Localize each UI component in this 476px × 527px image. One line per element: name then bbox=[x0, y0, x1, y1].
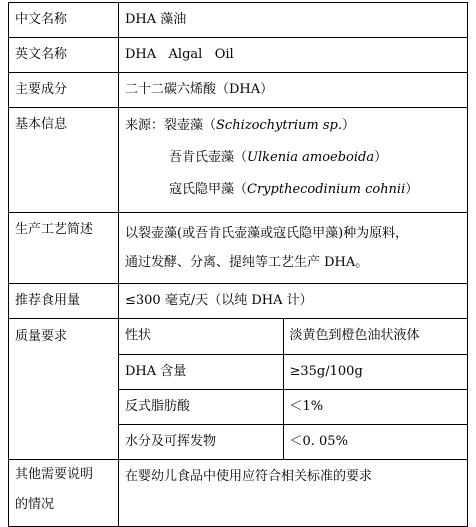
source-2-prefix: 吾肯氏壶藻（ bbox=[169, 150, 248, 165]
table-row-other bbox=[9, 460, 468, 527]
table-row-en-name bbox=[9, 38, 468, 73]
quality-label: 质量要求 bbox=[9, 319, 119, 460]
quality-table bbox=[119, 319, 467, 459]
table-row-main-component bbox=[9, 73, 468, 108]
source-3-prefix: 寇氏隐甲藻（ bbox=[169, 182, 248, 197]
other-label-line-1: 其他需要说明 bbox=[15, 467, 94, 482]
cn-name-label: 中文名称 bbox=[9, 3, 119, 38]
quality-item-value: ＜1% bbox=[283, 389, 467, 424]
source-1-latin: Schizochytrium sp. bbox=[216, 118, 342, 133]
quality-row bbox=[119, 424, 467, 459]
source-1-prefix: 来源：裂壶藻（ bbox=[125, 118, 217, 133]
source-1-suffix: ） bbox=[341, 118, 355, 133]
quality-item-value: 淡黄色到橙色油状液体 bbox=[283, 319, 467, 354]
quality-item-name: 性状 bbox=[119, 319, 283, 354]
basic-info-value bbox=[119, 108, 468, 213]
quality-item-name: 水分及可挥发物 bbox=[119, 424, 283, 459]
cn-name-value: DHA 藻油 bbox=[119, 3, 468, 38]
quality-item-value: ≥35g/100g bbox=[283, 354, 467, 389]
spec-table bbox=[8, 2, 468, 527]
basic-info-label: 基本信息 bbox=[9, 108, 119, 213]
source-line-1 bbox=[125, 110, 461, 142]
source-line-2 bbox=[125, 142, 461, 174]
quality-item-name: DHA 含量 bbox=[119, 354, 283, 389]
process-label: 生产工艺简述 bbox=[9, 213, 119, 284]
dose-value: ≤300 毫克/天（以纯 DHA 计） bbox=[119, 284, 468, 319]
main-component-value: 二十二碳六烯酸（DHA） bbox=[119, 73, 468, 108]
other-label-line-2: 的情况 bbox=[15, 497, 55, 512]
source-3-latin: Crypthecodinium cohnii bbox=[247, 182, 406, 197]
quality-row bbox=[119, 389, 467, 424]
process-line-2: 通过发酵、分离、提纯等工艺生产 DHA。 bbox=[125, 255, 369, 270]
other-label bbox=[9, 460, 119, 527]
source-2-suffix: ） bbox=[374, 150, 388, 165]
quality-item-value: ＜0. 05% bbox=[289, 433, 348, 449]
table-row-process bbox=[9, 213, 468, 284]
table-row-dose bbox=[9, 284, 468, 319]
table-row-basic-info bbox=[9, 108, 468, 213]
quality-row bbox=[119, 354, 467, 389]
process-value bbox=[119, 213, 468, 284]
quality-item-name: 反式脂肪酸 bbox=[119, 389, 283, 424]
quality-row bbox=[119, 319, 467, 354]
table-row-cn-name bbox=[9, 3, 468, 38]
quality-cell bbox=[119, 319, 468, 460]
en-name-label: 英文名称 bbox=[9, 38, 119, 73]
source-line-3 bbox=[125, 174, 461, 206]
source-2-latin: Ulkenia amoeboida bbox=[247, 150, 375, 165]
main-component-label: 主要成分 bbox=[9, 73, 119, 108]
table-row-quality bbox=[9, 319, 468, 460]
process-line-1: 以裂壶藻(或吾肯氏壶藻或寇氏隐甲藻)种为原料， bbox=[125, 226, 409, 241]
en-name-value: DHA Algal Oil bbox=[119, 38, 468, 73]
other-value: 在婴幼儿食品中使用应符合相关标准的要求 bbox=[119, 460, 468, 527]
source-3-suffix: ） bbox=[405, 182, 419, 197]
dose-label: 推荐食用量 bbox=[9, 284, 119, 319]
